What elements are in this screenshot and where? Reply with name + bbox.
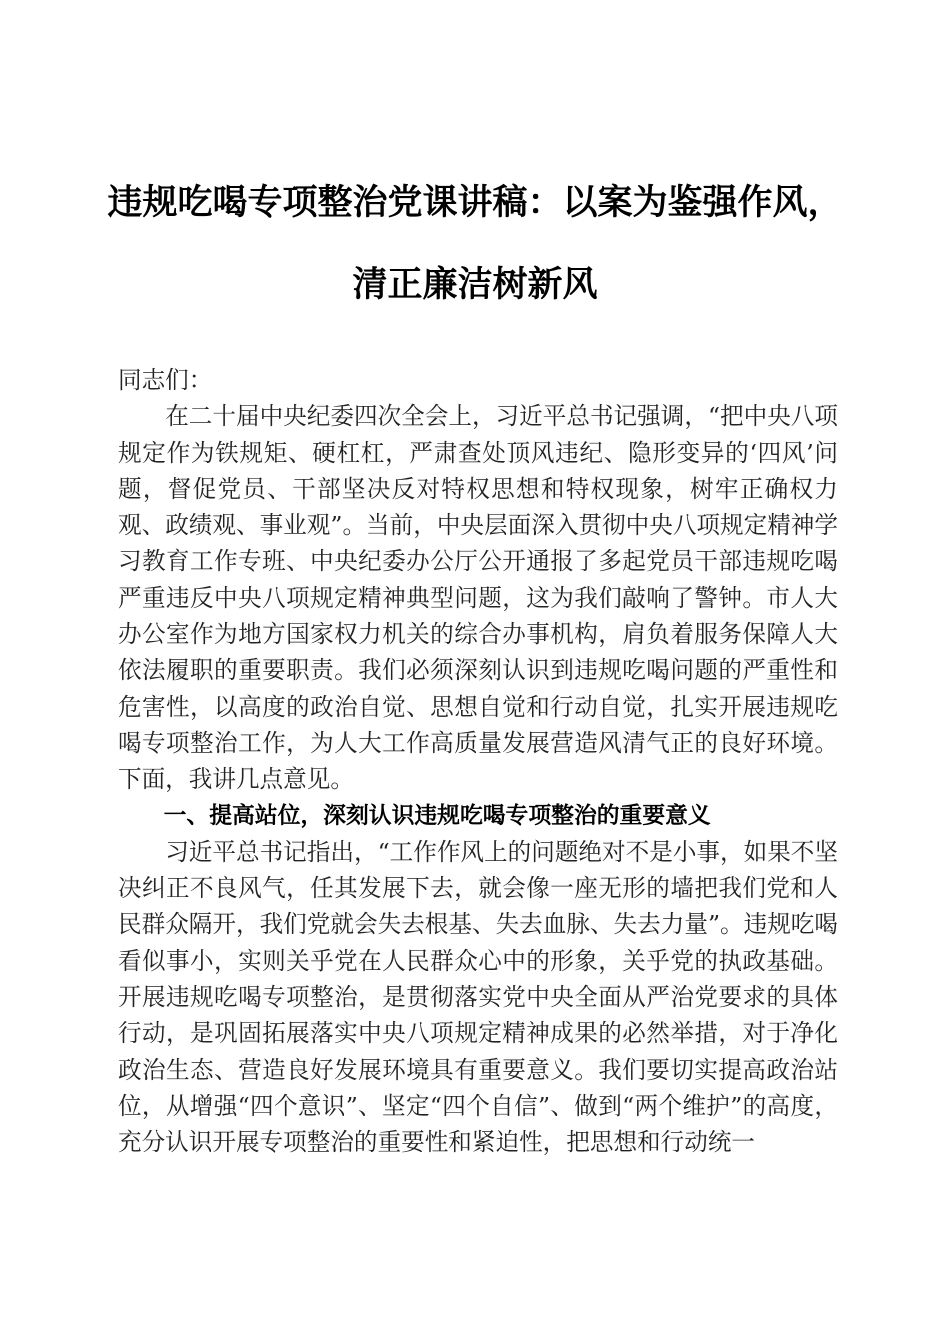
- document-title: [0, 162, 950, 326]
- paragraph-intro: 在二十届中央纪委四次全会上，习近平总书记强调，“把中央八项规定作为铁规矩、硬杠杠，严肃查处顶风违纪、隐形变异的‘四风’问题，督促党员、干部坚决反对特权思想和特权现象，树牢正确权力观、政绩观、事业观”。当前，中央层面深入贯彻中央八项规定精神学习教育工作专班、中央纪委办公厅公开通报了多起党员干部违规吃喝严重违反中央八项规定精神典型问题，这为我们敲响了警钟。市人大办公室作为地方国家权力机关的综合办事机构，肩负着服务保障人大依法履职的重要职责。我们必须深刻认识到违规吃喝问题的严重性和危害性，以高度的政治自觉、思想自觉和行动自觉，扎实开展违规吃喝专项整治工作，为人大工作高质量发展营造风清气正的良好环境。下面，我讲几点意见。: [118, 402, 838, 794]
- salutation: 同志们：: [118, 366, 213, 394]
- paragraph-section-1: 习近平总书记指出，“工作作风上的问题绝对不是小事，如果不坚决纠正不良风气，任其发展下去，就会像一座无形的墙把我们党和人民群众隔开，我们党就会失去根基、失去血脉、失去力量”。违规吃喝看似事小，实则关乎党在人民群众心中的形象，关乎党的执政基础。开展违规吃喝专项整治，是贯彻落实党中央全面从严治党要求的具体行动，是巩固拓展落实中央八项规定精神成果的必然举措，对于净化政治生态、营造良好发展环境具有重要意义。我们要切实提高政治站位，从增强“四个意识”、坚定“四个自信”、做到“两个维护”的高度，充分认识开展专项整治的重要性和紧迫性，把思想和行动统一: [118, 837, 838, 1157]
- section-heading-1: 一、提高站位，深刻认识违规吃喝专项整治的重要意义: [163, 802, 711, 829]
- title-line-1: 违规吃喝专项整治党课讲稿：以案为鉴强作风，: [107, 182, 843, 223]
- title-line-2: 清正廉洁树新风: [352, 264, 598, 305]
- document-body: [118, 362, 838, 1161]
